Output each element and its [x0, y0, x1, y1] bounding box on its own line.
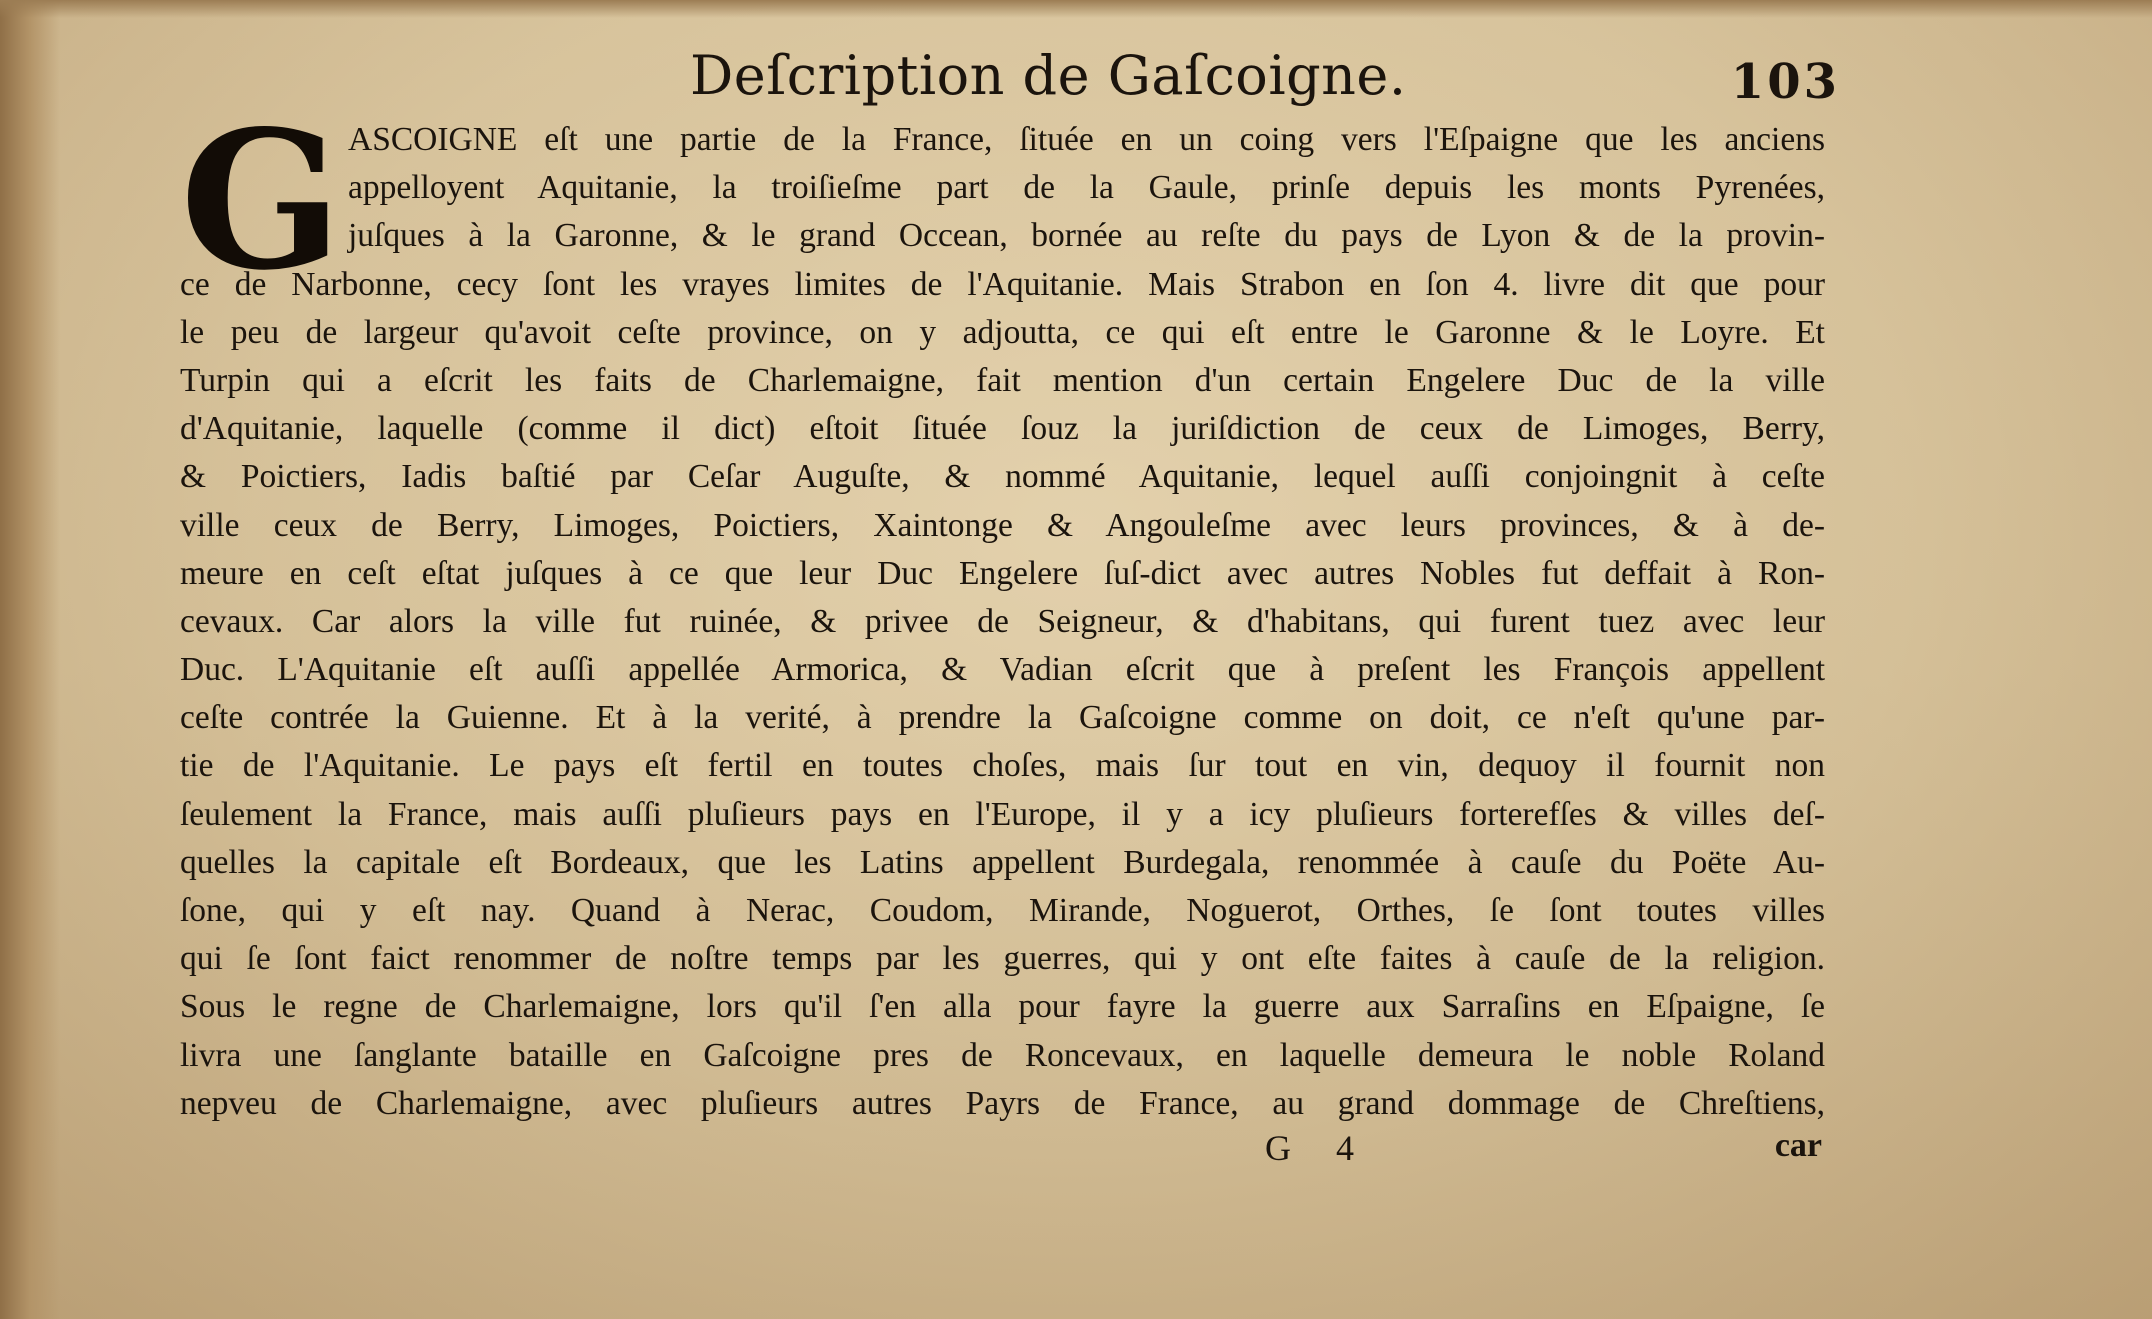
- text-line: ville ceux de Berry, Limoges, Poictiers, Xaintonge & Angouleſme avec leurs provinces, & à de-: [180, 506, 1825, 544]
- page-top-edge: [0, 0, 2152, 18]
- text-line: livra une ſanglante bataille en Gaſcoigne pres de Roncevaux, en laquelle demeura le noble Roland: [180, 1036, 1825, 1074]
- page-number: 103: [1730, 54, 1840, 110]
- text-line: ceſte contrée la Guienne. Et à la verité, à prendre la Gaſcoigne comme on doit, ce n'eſt qu'une par-: [180, 699, 1825, 737]
- text-line: appelloyent Aquitanie, la troiſieſme part de la Gaule, prinſe depuis les monts Pyrenées,: [348, 169, 1825, 207]
- text-line: ASCOIGNE eſt une partie de la France, ſituée en un coing vers l'Eſpaigne que les anciens: [348, 121, 1825, 158]
- text-line: meure en ceſt eſtat juſques à ce que leur Duc Engelere ſuſ-dict avec autres Nobles fut deffait à Ron-: [180, 554, 1825, 592]
- body-text: [180, 89, 1825, 1128]
- text-line: nepveu de Charlemaigne, avec pluſieurs autres Payrs de France, au grand dommage de Chreſtiens,: [180, 1084, 1825, 1122]
- text-line: quelles la capitale eſt Bordeaux, que les Latins appellent Burdegala, renommée à cauſe du Poëte Au-: [180, 843, 1825, 881]
- catchword: car: [1774, 1127, 1822, 1164]
- text-line: le peu de largeur qu'avoit ceſte province, on y adjoutta, ce qui eſt entre le Garonne & le Loyre. Et: [180, 313, 1825, 351]
- page-spine-shadow: [0, 0, 60, 1319]
- text-line: Duc. L'Aquitanie eſt auſſi appellée Armorica, & Vadian eſcrit que à preſent les François appellent: [180, 651, 1825, 689]
- signature-mark: G 4: [1265, 1128, 1372, 1168]
- text-line: ce de Narbonne, cecy ſont les vrayes limites de l'Aquitanie. Mais Strabon en ſon 4. livre dit que pour: [180, 265, 1825, 303]
- text-line: cevaux. Car alors la ville fut ruinée, & privee de Seigneur, & d'habitans, qui furent tuez avec leur: [180, 602, 1825, 640]
- text-line: tie de l'Aquitanie. Le pays eſt fertil en toutes choſes, mais ſur tout en vin, dequoy il fournit non: [180, 747, 1825, 785]
- text-line: d'Aquitanie, laquelle (comme il dict) eſtoit ſituée ſouz la juriſdiction de ceux de Limoges, Berry,: [180, 410, 1825, 448]
- text-line: juſques à la Garonne, & le grand Occean, bornée au reſte du pays de Lyon & de la provin-: [348, 217, 1825, 255]
- text-line: ſone, qui y eſt nay. Quand à Nerac, Coudom, Mirande, Noguerot, Orthes, ſe ſont toutes villes: [180, 892, 1825, 929]
- text-line: Turpin qui a eſcrit les faits de Charlemaigne, fait mention d'un certain Engelere Duc de la ville: [180, 361, 1825, 399]
- page-header: [640, 44, 1840, 114]
- running-head: Deſcription de Gaſcoigne.: [690, 44, 1407, 107]
- drop-cap: G: [180, 89, 343, 312]
- text-line: qui ſe ſont faict renommer de noſtre temps par les guerres, qui y ont eſte faites à cauſe de la religion.: [180, 940, 1825, 978]
- text-line: & Poictiers, Iadis baſtié par Ceſar Auguſte, & nommé Aquitanie, lequel auſſi conjoingnit à ceſte: [180, 458, 1825, 496]
- text-line: ſeulement la France, mais auſſi pluſieurs pays en l'Europe, il y a icy pluſieurs forterefſes & villes deſ-: [180, 795, 1825, 833]
- text-line: Sous le regne de Charlemaigne, lors qu'il ſ'en alla pour fayre la guerre aux Sarraſins en Eſpaigne, ſe: [180, 988, 1825, 1026]
